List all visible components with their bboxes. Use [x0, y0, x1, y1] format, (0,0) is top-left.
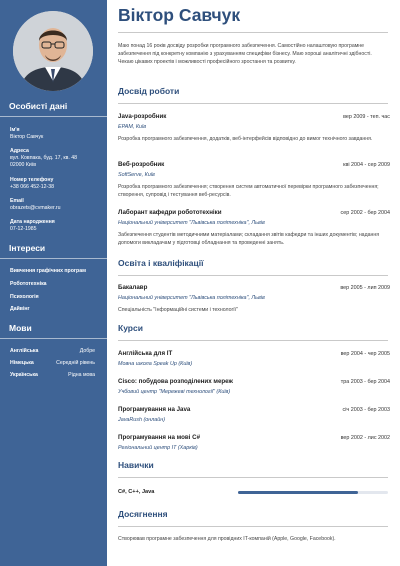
job-date: вер 2009 - теп. час: [343, 114, 390, 120]
address-line2: 02000 Київ: [10, 162, 36, 168]
name-value: Віктор Савчук: [10, 134, 44, 140]
language-name: Українська: [10, 372, 38, 378]
divider: [0, 258, 107, 259]
job-org: SoftServe, Київ: [118, 172, 155, 178]
profile-photo: [13, 11, 93, 91]
job-desc: Розробка програмного забезпечення, додатків, веб-інтерфейсів відповідно до вимог технічного завдання.: [118, 136, 373, 142]
phone-label: Номер телефону: [10, 177, 54, 183]
edu-desc: Спеціальність "Інформаційні системи і технології": [118, 307, 238, 313]
edu-org: Національний університет "Львівська політехніка", Львів: [118, 295, 265, 301]
divider: [118, 526, 388, 527]
course-title: Програмування на мові C#: [118, 434, 201, 441]
divider: [118, 275, 388, 276]
address-line1: вул. Ковпака, буд. 17, кв. 48: [10, 155, 78, 161]
language-name: Німецька: [10, 360, 34, 366]
language-row: [10, 360, 95, 366]
interests-heading: Інтереси: [9, 243, 46, 253]
job-title: Java-розробник: [118, 113, 167, 120]
edu-title: Бакалавр: [118, 284, 148, 291]
courses-heading: Курси: [118, 323, 143, 333]
skills-heading: Навички: [118, 460, 154, 470]
language-level: Середній рівень: [56, 360, 95, 366]
interest-item: Дайвінг: [10, 306, 30, 312]
course-org: Регіональний центр IT (Харків): [118, 445, 198, 451]
job-org: Національний університет "Львівська політехніка", Львів: [118, 220, 265, 226]
avatar-icon: [13, 11, 93, 91]
skill-level-bar: [238, 491, 388, 494]
course-date: січ 2003 - бер 2003: [342, 407, 390, 413]
skill-level-fill: [238, 491, 358, 494]
divider: [118, 477, 388, 478]
personal-heading: Особисті дані: [9, 101, 68, 111]
interest-item: Вивчення графічних програм: [10, 268, 86, 274]
achievements-heading: Досягнення: [118, 509, 168, 519]
education-heading: Освіта і кваліфікації: [118, 258, 204, 268]
email-label: Email: [10, 198, 24, 204]
course-date: тра 2003 - бер 2004: [340, 379, 390, 385]
course-org: Мовна школа Speak Up (Київ): [118, 361, 193, 367]
birth-value: 07-12-1985: [10, 226, 37, 232]
language-row: [10, 372, 95, 378]
job-desc: Забезпечення студентів методичними матеріалами; складання звітів кафедри та інших документів; надання допомоги викладачам у підготовці обладнання та проведенні занять.: [118, 232, 380, 246]
language-name: Англійська: [10, 348, 39, 354]
achievements-text: Створював програмне забезпечення для провідних IT-компаній (Apple, Google, Facebook).: [118, 536, 336, 542]
interest-item: Робототехніка: [10, 281, 47, 287]
job-title: Лаборант кафедри робототехніки: [118, 209, 222, 216]
divider: [0, 338, 107, 339]
skill-name: C#, C++, Java: [118, 489, 155, 495]
interest-item: Психологія: [10, 294, 39, 300]
job-date: сер 2002 - бер 2004: [340, 210, 390, 216]
job-org: EPAM, Київ: [118, 124, 147, 130]
address-label: Адреса: [10, 148, 29, 154]
divider: [118, 340, 388, 341]
divider: [118, 103, 388, 104]
course-org: Учбовий центр "Мережеві технології" (Київ): [118, 389, 231, 395]
course-title: Англійська для IT: [118, 350, 173, 357]
job-date: кві 2004 - сер 2009: [343, 162, 390, 168]
course-date: вер 2004 - чер 2005: [340, 351, 390, 357]
language-level: Рідна мова: [68, 372, 95, 378]
course-date: вер 2002 - лис 2002: [340, 435, 390, 441]
sidebar: [0, 0, 107, 566]
divider: [118, 32, 388, 33]
name-label: Ім'я: [10, 127, 20, 133]
divider: [0, 116, 107, 117]
summary-text: Маю понад 16 років досвіду розробки програмного забезпечення. Самостійно налаштовую програмне забезпечення під конкретну компанію з урахуванням специфіки бізнесу. Маю хороші аналітичні здібності. Чекаю цікавих проектів і можливості професійного зростання та розвитку.: [118, 43, 372, 65]
edu-date: вер 2005 - лип 2009: [340, 285, 390, 291]
course-title: Програмування на Java: [118, 406, 191, 413]
person-name: Віктор Савчук: [118, 5, 241, 25]
email-value: obrazets@cvmaker.ru: [10, 205, 61, 211]
job-title: Веб-розробник: [118, 161, 165, 168]
birth-label: Дата народження: [10, 219, 55, 225]
course-org: JavaRush (онлайн): [118, 417, 166, 423]
course-title: Cisco: побудова розподілених мереж: [118, 378, 233, 385]
languages-heading: Мови: [9, 323, 32, 333]
language-level: Добре: [79, 348, 95, 354]
phone-value: +38 066 452-12-38: [10, 184, 54, 190]
language-row: [10, 348, 95, 354]
experience-heading: Досвід роботи: [118, 86, 180, 96]
job-desc: Розробка програмного забезпечення; створення систем автоматичної перевірки програмного забезпечення; створення, супровід і тестування веб-ресурсів.: [118, 184, 379, 198]
